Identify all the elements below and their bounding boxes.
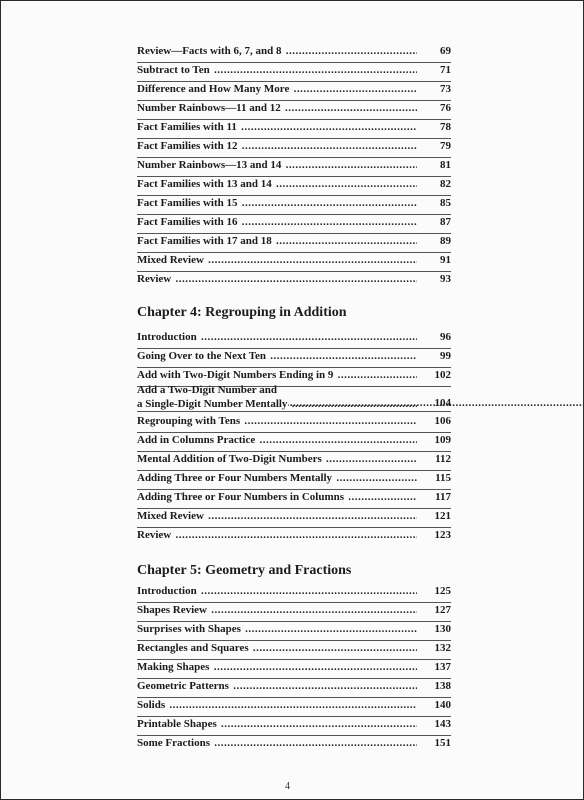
toc-entry[interactable] xyxy=(137,453,451,471)
toc-entry[interactable] xyxy=(137,472,451,490)
toc-entry[interactable] xyxy=(137,510,451,528)
toc-entry-page: 78 xyxy=(440,121,451,133)
toc-entry-page: 127 xyxy=(434,604,451,616)
toc-entry-title: Subtract to Ten xyxy=(137,64,210,76)
toc-entry-page: 85 xyxy=(440,197,451,209)
row-divider xyxy=(137,176,451,177)
row-divider xyxy=(137,348,451,349)
toc-entry-page: 112 xyxy=(435,453,451,465)
row-divider xyxy=(137,470,451,471)
row-divider xyxy=(137,367,451,368)
toc-entry[interactable] xyxy=(137,661,451,679)
toc-entry-title: Fact Families with 17 and 18 xyxy=(137,235,272,247)
toc-entry[interactable] xyxy=(137,197,451,215)
toc-entry[interactable] xyxy=(137,45,451,63)
toc-entry[interactable] xyxy=(137,718,451,736)
toc-entry-title: Difference and How Many More xyxy=(137,83,290,95)
row-divider xyxy=(137,697,451,698)
row-divider xyxy=(137,640,451,641)
row-divider xyxy=(137,81,451,82)
toc-entry[interactable] xyxy=(137,384,451,412)
toc-entry-title: Regrouping with Tens xyxy=(137,415,241,427)
toc-entry-title: Mixed Review xyxy=(137,254,204,266)
toc-entry-page: 73 xyxy=(440,83,451,95)
row-divider xyxy=(137,508,451,509)
toc-entry-page: 79 xyxy=(440,140,451,152)
toc-entry-title: Mixed Review xyxy=(137,510,204,522)
toc-entry-page: 87 xyxy=(440,216,451,228)
toc-entry[interactable] xyxy=(137,216,451,234)
toc-entry[interactable] xyxy=(137,434,451,452)
toc-entry-title: Surprises with Shapes xyxy=(137,623,241,635)
row-divider xyxy=(137,271,451,272)
toc-entry[interactable] xyxy=(137,350,451,368)
toc-entry-title: Introduction xyxy=(137,585,197,597)
toc-entry-page: 96 xyxy=(440,331,451,343)
toc-entry[interactable] xyxy=(137,159,451,177)
toc-entry-title: Making Shapes xyxy=(137,661,210,673)
chapter-heading: Chapter 5: Geometry and Fractions xyxy=(137,563,352,578)
row-divider xyxy=(137,451,451,452)
toc-entry-page: 125 xyxy=(434,585,451,597)
toc-entry-title: Add with Two-Digit Numbers Ending in 9 xyxy=(137,369,334,381)
row-divider xyxy=(137,157,451,158)
toc-entry-title: Rectangles and Squares xyxy=(137,642,249,654)
row-divider xyxy=(137,138,451,139)
toc-entry-title: Fact Families with 11 xyxy=(137,121,237,133)
toc-entry-title: Mental Addition of Two-Digit Numbers xyxy=(137,453,322,465)
toc-entry-page: 69 xyxy=(440,45,451,57)
toc-entry-page: 102 xyxy=(434,369,451,381)
toc-entry[interactable] xyxy=(137,273,451,291)
toc-entry-page: 109 xyxy=(434,434,451,446)
row-divider xyxy=(137,716,451,717)
toc-entry-page: 117 xyxy=(435,491,451,503)
toc-entry-title: Some Fractions xyxy=(137,737,211,749)
toc-entry[interactable] xyxy=(137,64,451,82)
toc-entry-page: 132 xyxy=(434,642,451,654)
toc-entry-title: Adding Three or Four Numbers in Columns xyxy=(137,491,345,503)
toc-entry[interactable] xyxy=(137,699,451,717)
toc-entry-title: Fact Families with 12 xyxy=(137,140,238,152)
row-divider xyxy=(137,735,451,736)
toc-entry-page: 91 xyxy=(440,254,451,266)
toc-entry-title: Geometric Patterns xyxy=(137,680,229,692)
row-divider xyxy=(137,432,451,433)
toc-entry-page: 151 xyxy=(434,737,451,749)
toc-entry[interactable] xyxy=(137,529,451,547)
row-divider xyxy=(137,252,451,253)
toc-entry[interactable] xyxy=(137,121,451,139)
toc-entry-title: Number Rainbows—11 and 12 xyxy=(137,102,281,114)
row-divider xyxy=(137,233,451,234)
toc-entry-page: 82 xyxy=(440,178,451,190)
toc-entry-page: 138 xyxy=(434,680,451,692)
toc-entry-page: 115 xyxy=(435,472,451,484)
toc-entry[interactable] xyxy=(137,491,451,509)
row-divider xyxy=(137,411,451,412)
toc-entry-title: Adding Three or Four Numbers Mentally xyxy=(137,472,333,484)
row-divider xyxy=(137,62,451,63)
toc-entry-title: Fact Families with 15 xyxy=(137,197,238,209)
row-divider xyxy=(137,602,451,603)
toc-entry[interactable] xyxy=(137,680,451,698)
toc-entry-title: Number Rainbows—13 and 14 xyxy=(137,159,282,171)
toc-entry-page: 130 xyxy=(434,623,451,635)
toc-entry-title: Add in Columns Practice xyxy=(137,434,256,446)
toc-entry[interactable] xyxy=(137,642,451,660)
toc-entry-title: Fact Families with 13 and 14 xyxy=(137,178,272,190)
toc-entry-page: 106 xyxy=(434,415,451,427)
toc-entry-title: Shapes Review xyxy=(137,604,207,616)
page-number: 4 xyxy=(285,781,290,792)
toc-entry-title: Review xyxy=(137,529,172,541)
row-divider xyxy=(137,659,451,660)
toc-entry[interactable] xyxy=(137,331,451,349)
row-divider xyxy=(137,195,451,196)
toc-entry[interactable] xyxy=(137,83,451,101)
row-divider xyxy=(137,678,451,679)
row-divider xyxy=(137,100,451,101)
toc-entry-title: Solids xyxy=(137,699,166,711)
toc-entry[interactable] xyxy=(137,415,451,433)
toc-entry-title: Review xyxy=(137,273,172,285)
toc-entry-title: Review—Facts with 6, 7, and 8 xyxy=(137,45,282,57)
toc-entry-page: 76 xyxy=(440,102,451,114)
toc-entry-page: 81 xyxy=(440,159,451,171)
toc-entry[interactable] xyxy=(137,604,451,622)
toc-entry[interactable] xyxy=(137,178,451,196)
row-divider xyxy=(137,119,451,120)
row-divider xyxy=(137,621,451,622)
toc-entry-title: Introduction xyxy=(137,331,197,343)
toc-entry-page: 99 xyxy=(440,350,451,362)
toc-entry-title: Add a Two-Digit Number and xyxy=(137,384,277,396)
toc-entry-page: 123 xyxy=(434,529,451,541)
toc-entry-page: 137 xyxy=(434,661,451,673)
toc-entry-page: 89 xyxy=(440,235,451,247)
toc-entry[interactable] xyxy=(137,140,451,158)
toc-entry-title: Going Over to the Next Ten xyxy=(137,350,267,362)
toc-entry-page: 93 xyxy=(440,273,451,285)
toc-entry-page: 143 xyxy=(434,718,451,730)
row-divider xyxy=(137,489,451,490)
toc-entry[interactable] xyxy=(137,102,451,120)
toc-entry-title: Printable Shapes xyxy=(137,718,217,730)
row-divider xyxy=(137,214,451,215)
toc-entry-page: 104 xyxy=(434,397,451,409)
chapter-heading: Chapter 4: Regrouping in Addition xyxy=(137,305,347,320)
toc-entry-page: 140 xyxy=(434,699,451,711)
toc-entry-title-continued: a Single-Digit Number Mentally xyxy=(137,398,288,410)
toc-entry[interactable] xyxy=(137,737,451,755)
toc-entry-page: 121 xyxy=(434,510,451,522)
toc-entry[interactable] xyxy=(137,623,451,641)
toc-entry[interactable] xyxy=(137,585,451,603)
row-divider xyxy=(137,527,451,528)
toc-entry-title: Fact Families with 16 xyxy=(137,216,238,228)
toc-entry-page: 71 xyxy=(440,64,451,76)
toc-entry[interactable] xyxy=(137,235,451,253)
toc-entry[interactable] xyxy=(137,254,451,272)
